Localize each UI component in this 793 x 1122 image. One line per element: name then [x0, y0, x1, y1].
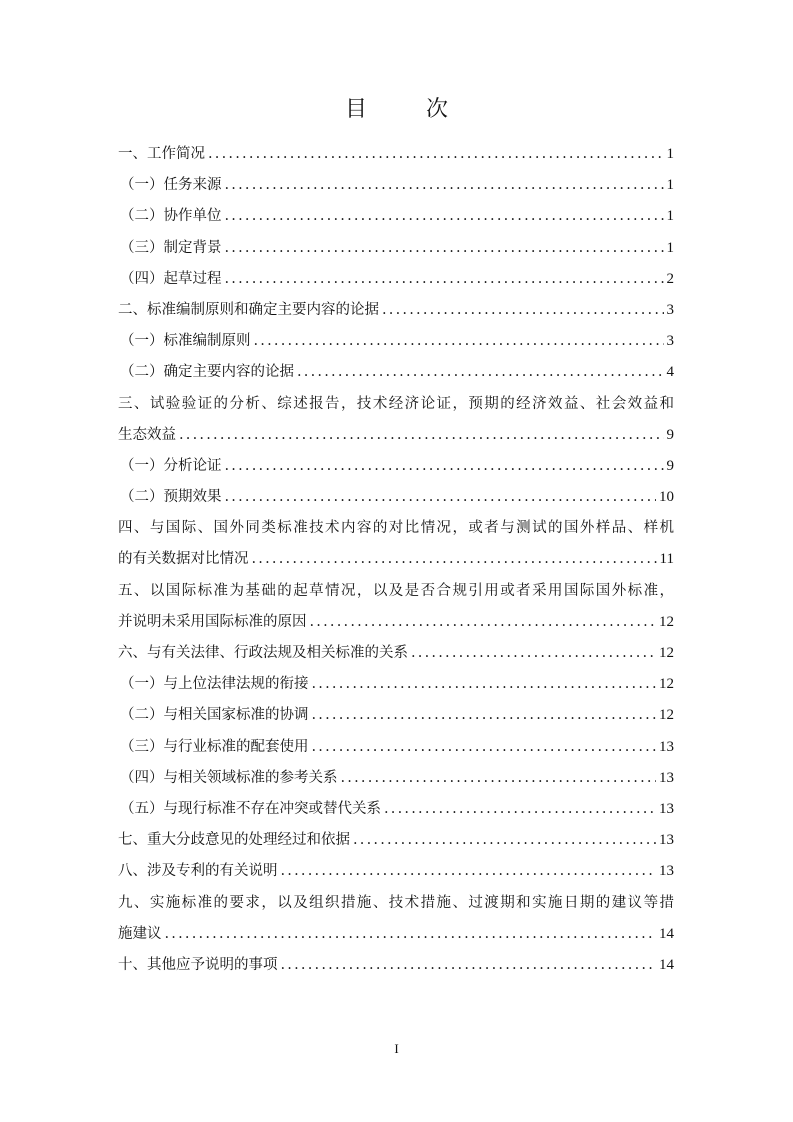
toc-entry-label-line1: 四、与国际、国外同类标准技术内容的对比情况，或者与测试的国外样品、样机: [118, 520, 674, 537]
table-of-contents: [118, 139, 674, 981]
toc-entry-label: 六、与有关法律、行政法规及相关标准的关系: [118, 645, 408, 661]
toc-leader-dots: [312, 732, 657, 763]
toc-page-number: 14: [659, 925, 674, 942]
toc-page-number: 13: [659, 832, 674, 849]
toc-entry-label: 八、涉及专利的有关说明: [118, 863, 278, 880]
toc-leader-dots: [252, 544, 657, 575]
toc-entry-label: （二）预期效果: [120, 489, 222, 506]
toc-entry-label: （一）与上位法律法规的衔接: [120, 676, 309, 693]
toc-entry[interactable]: [118, 950, 674, 981]
toc-entry-label: （一）标准编制原则: [120, 333, 251, 350]
toc-entry[interactable]: [118, 201, 674, 232]
toc-entry-label-line1: 九、实施标准的要求，以及组织措施、技术措施、过渡期和实施日期的建议等措: [118, 894, 674, 911]
toc-entry[interactable]: [118, 295, 674, 326]
toc-leader-dots: [310, 607, 657, 638]
toc-entry-label: （三）与行业标准的配套使用: [120, 738, 309, 755]
toc-leader-dots: [254, 326, 664, 357]
toc-entry[interactable]: [118, 233, 674, 264]
toc-page-number: 9: [666, 426, 674, 443]
toc-leader-dots: [165, 919, 657, 950]
toc-entry-label: （四）与相关领域标准的参考关系: [120, 769, 338, 786]
toc-entry[interactable]: [118, 482, 674, 513]
toc-page-number: 9: [666, 457, 674, 474]
toc-entry-label-line1: 五、以国际标准为基础的起草情况，以及是否合规引用或者采用国际国外标准，: [118, 582, 674, 599]
toc-entry-label: 并说明未采用国际标准的原因: [118, 613, 307, 630]
toc-entry[interactable]: [118, 389, 674, 451]
toc-page-number: 11: [659, 551, 674, 568]
toc-page-number: 1: [666, 208, 674, 225]
toc-leader-dots: [225, 264, 664, 295]
toc-leader-dots: [281, 950, 657, 981]
toc-leader-dots: [281, 856, 657, 887]
toc-page-number: 13: [659, 863, 674, 880]
toc-page-number: 12: [659, 645, 674, 661]
toc-entry-label: 十、其他应予说明的事项: [118, 956, 278, 973]
toc-leader-dots: [411, 638, 656, 669]
toc-leader-dots: [225, 482, 657, 513]
toc-page-number: 13: [659, 800, 674, 817]
toc-page-number: 13: [659, 769, 674, 786]
toc-page-number: 13: [659, 738, 674, 755]
toc-entry[interactable]: [118, 763, 674, 794]
toc-leader-dots: [179, 420, 664, 451]
page-title: 目 次: [345, 97, 474, 122]
toc-page-number: 12: [659, 613, 674, 630]
toc-entry[interactable]: [118, 825, 674, 856]
page-number: I: [394, 1041, 399, 1056]
toc-page-number: 3: [666, 301, 674, 318]
toc-entry[interactable]: [118, 638, 674, 669]
toc-entry-label: （二）与相关国家标准的协调: [120, 707, 309, 724]
toc-entry[interactable]: [118, 576, 674, 638]
toc-page-number: 1: [666, 177, 674, 194]
toc-leader-dots: [341, 763, 657, 794]
toc-leader-dots: [382, 295, 664, 326]
toc-page-number: 1: [666, 146, 674, 162]
toc-entry-label: 的有关数据对比情况: [118, 551, 249, 568]
toc-entry-label: 施建议: [118, 925, 162, 942]
toc-entry[interactable]: [118, 264, 674, 295]
toc-leader-dots: [384, 794, 656, 825]
toc-leader-dots: [225, 201, 664, 232]
toc-entry[interactable]: [118, 139, 674, 170]
toc-entry[interactable]: [118, 700, 674, 731]
toc-entry[interactable]: [118, 170, 674, 201]
toc-entry-label: 生态效益: [118, 426, 176, 443]
toc-entry[interactable]: [118, 513, 674, 575]
toc-entry[interactable]: [118, 732, 674, 763]
toc-entry[interactable]: [118, 669, 674, 700]
toc-entry-label: （一）任务来源: [120, 177, 222, 194]
toc-entry-label: （三）制定背景: [120, 239, 222, 256]
toc-page-number: 12: [659, 707, 674, 724]
toc-page-number: 4: [666, 364, 674, 381]
toc-page-number: 1: [666, 239, 674, 256]
toc-entry-label: 二、标准编制原则和确定主要内容的论据: [118, 301, 379, 318]
toc-leader-dots: [353, 825, 656, 856]
toc-leader-dots: [312, 700, 657, 731]
toc-page-number: 12: [659, 676, 674, 693]
toc-entry[interactable]: [118, 856, 674, 887]
toc-leader-dots: [225, 170, 664, 201]
toc-leader-dots: [312, 669, 657, 700]
toc-page-number: 14: [659, 956, 674, 973]
toc-leader-dots: [208, 139, 664, 170]
toc-entry-label: （五）与现行标准不存在冲突或替代关系: [120, 800, 381, 817]
toc-entry[interactable]: [118, 326, 674, 357]
toc-page-number: 2: [666, 270, 674, 287]
toc-entry-label: （二）确定主要内容的论据: [120, 364, 294, 381]
toc-page-number: 10: [659, 489, 674, 506]
toc-entry-label: 一、工作简况: [118, 146, 205, 162]
toc-entry-label: （二）协作单位: [120, 208, 222, 225]
toc-leader-dots: [225, 451, 664, 482]
toc-entry[interactable]: [118, 794, 674, 825]
toc-entry-label-line1: 三、试验验证的分析、综述报告，技术经济论证，预期的经济效益、社会效益和: [118, 395, 674, 412]
toc-entry-label: （四）起草过程: [120, 270, 222, 287]
toc-leader-dots: [297, 357, 664, 388]
toc-entry-label: 七、重大分歧意见的处理经过和依据: [118, 832, 350, 849]
toc-leader-dots: [225, 233, 664, 264]
toc-entry-label: （一）分析论证: [120, 457, 222, 474]
toc-page-number: 3: [666, 333, 674, 350]
toc-entry[interactable]: [118, 451, 674, 482]
toc-entry[interactable]: [118, 357, 674, 388]
toc-entry[interactable]: [118, 888, 674, 950]
